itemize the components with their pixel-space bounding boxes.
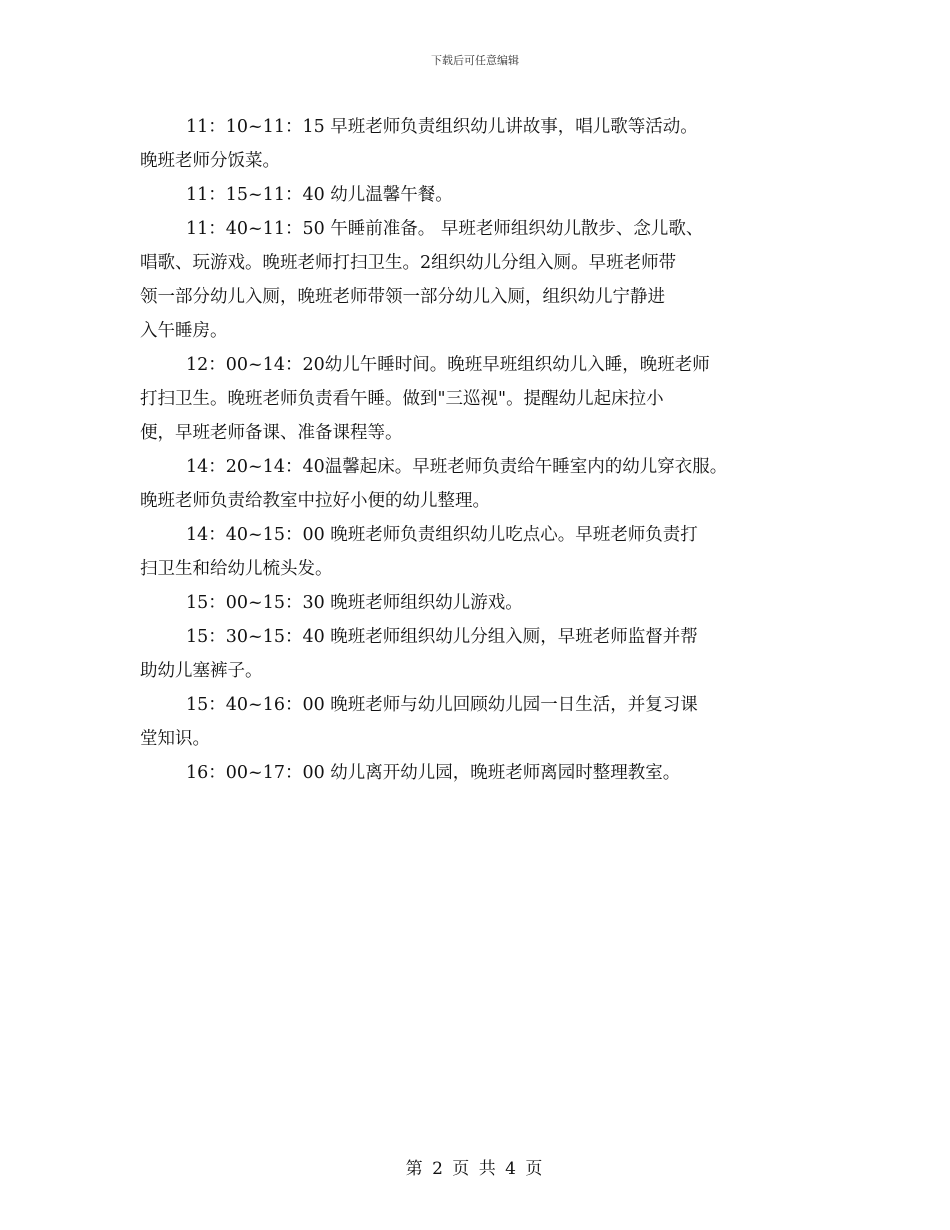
schedule-paragraph bbox=[140, 178, 840, 212]
document-body bbox=[140, 110, 840, 790]
paragraph-line: 领一部分幼儿入厕，晚班老师带领一部分幼儿入厕，组织幼儿宁静进 bbox=[140, 287, 665, 307]
paragraph-line: 助幼儿塞裤子。 bbox=[140, 661, 263, 681]
paragraph-line: 14：20~14：40温馨起床。早班老师负责给午睡室内的幼儿穿衣服。 bbox=[186, 457, 728, 477]
schedule-paragraph bbox=[140, 110, 840, 178]
paragraph-line: 11：10~11：15 早班老师负责组织幼儿讲故事，唱儿歌等活动。 bbox=[186, 117, 698, 137]
paragraph-line: 15：40~16：00 晚班老师与幼儿回顾幼儿园一日生活，并复习课 bbox=[186, 695, 698, 715]
paragraph-line: 入午睡房。 bbox=[140, 321, 228, 341]
page-footer: 第 2 页 共 4 页 bbox=[405, 1159, 545, 1179]
paragraph-line: 11：15~11：40 幼儿温馨午餐。 bbox=[186, 185, 453, 205]
paragraph-line: 14：40~15：00 晚班老师负责组织幼儿吃点心。早班老师负责打 bbox=[186, 525, 698, 545]
paragraph-line: 11：40~11：50 午睡前准备。 早班老师组织幼儿散步、念儿歌、 bbox=[186, 219, 704, 239]
paragraph-line: 12：00~14：20幼儿午睡时间。晚班早班组织幼儿入睡，晚班老师 bbox=[186, 355, 710, 375]
schedule-paragraph bbox=[140, 586, 840, 620]
schedule-paragraph bbox=[140, 518, 840, 586]
schedule-paragraph bbox=[140, 212, 840, 348]
paragraph-line: 晚班老师分饭菜。 bbox=[140, 151, 280, 171]
page-header: 下载后可任意编辑 bbox=[431, 54, 519, 67]
paragraph-line: 16：00~17：00 幼儿离开幼儿园，晚班老师离园时整理教室。 bbox=[186, 763, 681, 783]
paragraph-line: 晚班老师负责给教室中拉好小便的幼儿整理。 bbox=[140, 491, 490, 511]
paragraph-line: 15：00~15：30 晚班老师组织幼儿游戏。 bbox=[186, 593, 523, 613]
schedule-paragraph bbox=[140, 620, 840, 688]
schedule-paragraph bbox=[140, 450, 840, 518]
schedule-paragraph bbox=[140, 688, 840, 756]
paragraph-line: 15：30~15：40 晚班老师组织幼儿分组入厕，早班老师监督并帮 bbox=[186, 627, 698, 647]
schedule-paragraph bbox=[140, 756, 840, 790]
paragraph-line: 唱歌、玩游戏。晚班老师打扫卫生。2组织幼儿分组入厕。早班老师带 bbox=[140, 253, 677, 273]
paragraph-line: 便，早班老师备课、准备课程等。 bbox=[140, 423, 403, 443]
paragraph-line: 扫卫生和给幼儿梳头发。 bbox=[140, 559, 333, 579]
paragraph-line: 打扫卫生。晚班老师负责看午睡。做到"三巡视"。提醒幼儿起床拉小 bbox=[140, 389, 664, 409]
schedule-paragraph bbox=[140, 348, 840, 450]
paragraph-line: 堂知识。 bbox=[140, 729, 210, 749]
